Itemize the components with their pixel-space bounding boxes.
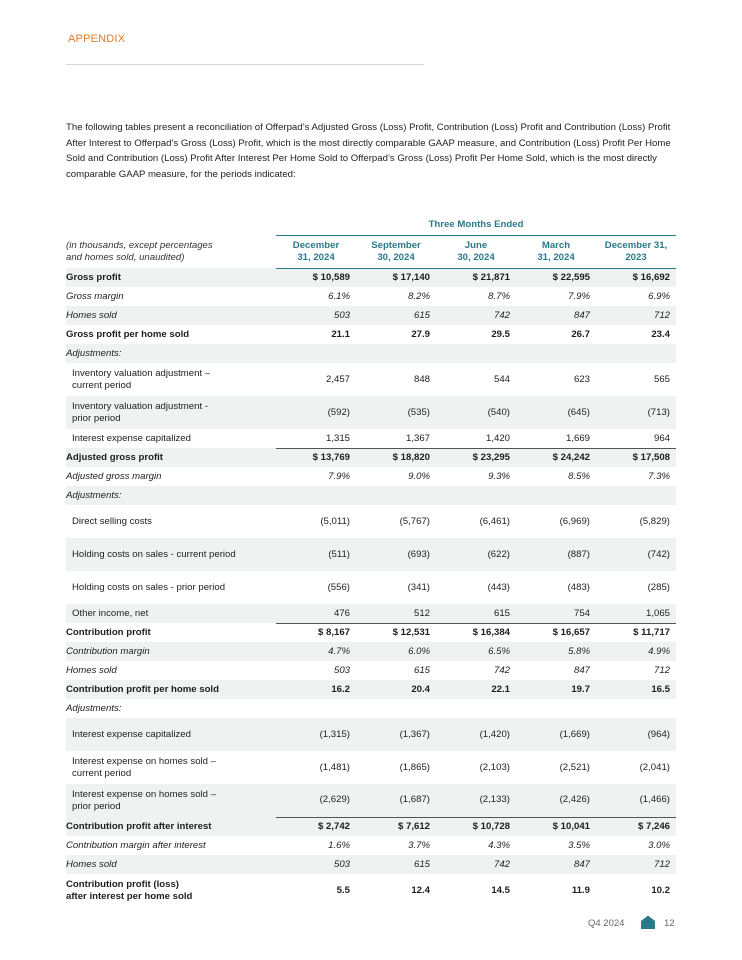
table-row-contribution-margin (66, 642, 676, 661)
row-value: (483) (567, 581, 590, 593)
row-value: 615 (436, 604, 516, 623)
row-value: 6.0% (356, 642, 436, 661)
row-value: $ 16,384 (436, 623, 516, 642)
row-value: 754 (516, 604, 596, 623)
row-label: Adjustments: (66, 703, 122, 714)
row-value: $ 11,717 (596, 623, 676, 642)
row-label: Homes sold (66, 855, 276, 874)
row-value (356, 344, 436, 363)
table-row-adjustments (66, 486, 676, 505)
row-value: (2,426) (516, 784, 596, 817)
row-value: $ 2,742 (276, 817, 356, 836)
row-value: (511) (276, 538, 356, 571)
row-label: Interest expense capitalized (72, 433, 191, 444)
row-value: $ 7,612 (356, 817, 436, 836)
row-value: (2,629) (276, 784, 356, 817)
row-label: Interest expense capitalized (66, 718, 276, 751)
row-label: Contribution profit per home sold (66, 680, 276, 699)
row-value: 21.1 (331, 329, 350, 340)
row-value: $ 8,167 (276, 623, 356, 642)
row-value: (1,481) (319, 761, 350, 773)
row-value: 14.5 (491, 884, 510, 896)
table-row-contribution-profit (66, 623, 676, 642)
row-label: Homes sold (66, 306, 276, 325)
row-value: 12.4 (411, 884, 430, 896)
table-row-contribution-profit-per-home (66, 680, 676, 699)
row-value: 742 (493, 665, 510, 676)
column-header-jun-2024: June 30, 2024 (436, 235, 516, 268)
row-value: 1,315 (325, 432, 350, 444)
column-header-dec-2024: December 31, 2024 (276, 235, 356, 268)
footer-quarter: Q4 2024 (588, 918, 625, 929)
row-value: 565 (653, 373, 670, 385)
row-value: 2,457 (325, 373, 350, 385)
row-value: (622) (436, 538, 516, 571)
table-row-interest-expense-prior (66, 784, 676, 817)
table-row-adjusted-gross-margin (66, 467, 676, 486)
row-label: Direct selling costs (72, 515, 152, 527)
row-value: 4.3% (488, 840, 510, 851)
row-label: Inventory valuation adjustment - prior period (66, 396, 276, 429)
row-value: (645) (516, 396, 596, 429)
row-value: (1,865) (399, 761, 430, 773)
row-value: 503 (276, 855, 356, 874)
row-value: 1,065 (596, 604, 676, 623)
table-row-interest-expense-capitalized (66, 718, 676, 751)
row-value: 503 (333, 665, 350, 676)
table-row-contribution-profit-after-interest (66, 817, 676, 836)
row-value (276, 344, 356, 363)
home-icon (640, 914, 656, 930)
row-value: $ 17,508 (596, 448, 676, 467)
row-value: (1,669) (516, 718, 596, 751)
row-label: Gross margin (66, 291, 124, 302)
row-value: 615 (413, 665, 430, 676)
table-row-gross-profit-per-home (66, 325, 676, 344)
row-value: 712 (653, 665, 670, 676)
row-value: 10.2 (651, 884, 670, 896)
row-value: 6.1% (328, 291, 350, 302)
row-label: Adjusted gross margin (66, 471, 162, 482)
row-value (596, 699, 676, 718)
row-value: $ 18,820 (356, 448, 436, 467)
table-row-inventory-valuation-prior (66, 396, 676, 429)
row-value (356, 699, 436, 718)
row-value: (5,767) (399, 515, 430, 527)
table-row-interest-expense-current (66, 751, 676, 784)
row-value: (887) (516, 538, 596, 571)
row-value: $ 7,246 (596, 817, 676, 836)
row-value: 544 (493, 373, 510, 385)
row-value: (1,367) (356, 718, 436, 751)
row-value: 3.7% (408, 840, 430, 851)
row-label: Adjusted gross profit (66, 448, 276, 467)
row-value (356, 486, 436, 505)
row-label: Contribution profit after interest (66, 817, 276, 836)
row-value (436, 699, 516, 718)
row-value: (1,315) (276, 718, 356, 751)
row-value: 1.6% (328, 840, 350, 851)
row-value (516, 699, 596, 718)
table-row-inventory-valuation-current (66, 363, 676, 396)
row-value: 23.4 (651, 329, 670, 340)
table-row-gross-profit (66, 268, 676, 287)
row-value: (592) (276, 396, 356, 429)
row-value: $ 21,871 (436, 268, 516, 287)
row-value: 29.5 (491, 329, 510, 340)
row-value: 1,669 (565, 432, 590, 444)
row-value: 22.1 (436, 680, 516, 699)
table-row-homes-sold (66, 855, 676, 874)
row-value: 742 (436, 855, 516, 874)
three-months-ended-header: Three Months Ended (276, 215, 676, 235)
row-label: Holding costs on sales - prior period (72, 581, 226, 593)
table-row-contribution-margin-after-interest (66, 836, 676, 855)
row-value: 3.5% (568, 840, 590, 851)
intro-paragraph: The following tables present a reconciliation of Offerpad’s Adjusted Gross (Loss) Profit, Contribution (Loss) Profit and Contribution (Loss) Profit After Interest to Offerpad’s Gross (Loss) Profit, which is the most directly comparable GAAP measure, and Contribution (Loss) Profit Per Home Sold and Contribution (Loss) Profit After Interest Per Home Sold to Offerpad’s Gross (Loss) Profit Per Home Sold, which is the most directly comparable GAAP measure, for the periods indicated: (66, 122, 671, 180)
table-row-adjustments (66, 699, 676, 718)
row-value: 712 (596, 855, 676, 874)
row-value: 5.8% (516, 642, 596, 661)
row-value: $ 22,595 (516, 268, 596, 287)
row-value: (285) (647, 581, 670, 593)
row-value: (713) (596, 396, 676, 429)
row-label: Other income, net (66, 604, 276, 623)
table-row-contribution-profit-after-interest-per-home (66, 874, 676, 907)
row-value: (1,466) (596, 784, 676, 817)
row-value (276, 699, 356, 718)
row-value: (540) (436, 396, 516, 429)
row-value: (2,103) (479, 761, 510, 773)
row-value: 476 (276, 604, 356, 623)
row-value: $ 23,295 (436, 448, 516, 467)
row-value: 847 (573, 665, 590, 676)
row-value (516, 344, 596, 363)
row-label: Homes sold (66, 665, 117, 676)
row-label: Interest expense on homes sold – prior period (66, 784, 276, 817)
row-value: 4.7% (276, 642, 356, 661)
row-value: $ 24,242 (516, 448, 596, 467)
row-label: Adjustments: (66, 486, 276, 505)
row-label: Gross profit per home sold (66, 329, 190, 340)
row-label: Contribution profit (66, 627, 151, 638)
row-label: Contribution margin (66, 642, 276, 661)
row-value: 7.9% (328, 471, 350, 482)
row-value (596, 486, 676, 505)
row-value: 3.0% (648, 840, 670, 851)
table-row-holding-costs-current (66, 538, 676, 571)
row-value: 27.9 (411, 329, 430, 340)
table-row-interest-expense-capitalized (66, 429, 676, 448)
row-value: $ 13,769 (276, 448, 356, 467)
row-value: 7.3% (648, 471, 670, 482)
table-row-holding-costs-prior (66, 571, 676, 604)
column-header-dec-2023: December 31, 2023 (596, 235, 676, 268)
row-value: 16.5 (596, 680, 676, 699)
row-value: $ 16,692 (596, 268, 676, 287)
row-value: 4.9% (596, 642, 676, 661)
row-value: $ 10,041 (516, 817, 596, 836)
row-value: (5,011) (320, 515, 350, 527)
row-value: 623 (573, 373, 590, 385)
row-value: (2,041) (639, 761, 670, 773)
row-label: Gross profit (66, 268, 276, 287)
row-value: $ 16,657 (516, 623, 596, 642)
row-value: 615 (356, 306, 436, 325)
row-value: 11.9 (571, 884, 590, 896)
row-value (276, 486, 356, 505)
section-label: APPENDIX (68, 33, 126, 45)
row-value: (6,461) (479, 515, 510, 527)
row-label: Adjustments: (66, 344, 276, 363)
row-value (436, 486, 516, 505)
row-value: 8.5% (568, 471, 590, 482)
table-column-header-row (66, 235, 676, 268)
row-value: $ 17,140 (356, 268, 436, 287)
row-value: 6.9% (648, 291, 670, 302)
row-label: Interest expense on homes sold – current period (72, 755, 216, 779)
row-value: 1,367 (405, 432, 430, 444)
table-row-adjustments (66, 344, 676, 363)
table-row-homes-sold (66, 661, 676, 680)
table-row-gross-margin (66, 287, 676, 306)
row-value: (5,829) (639, 515, 670, 527)
row-value: 742 (436, 306, 516, 325)
row-value: 964 (653, 432, 670, 444)
row-value (516, 486, 596, 505)
row-value: (2,133) (436, 784, 516, 817)
row-value: 8.2% (408, 291, 430, 302)
row-value: 712 (596, 306, 676, 325)
row-label: Holding costs on sales - current period (66, 538, 276, 571)
row-value: 503 (276, 306, 356, 325)
row-value: 20.4 (356, 680, 436, 699)
row-value: (693) (356, 538, 436, 571)
row-value: 1,420 (485, 432, 510, 444)
row-value: (1,687) (356, 784, 436, 817)
row-value: 7.9% (568, 291, 590, 302)
table-row-adjusted-gross-profit (66, 448, 676, 467)
row-value: 847 (516, 855, 596, 874)
row-value: 5.5 (336, 884, 350, 896)
units-note: (in thousands, except percentages and homes sold, unaudited) (66, 240, 213, 263)
reconciliation-table (66, 215, 676, 907)
row-value: 16.2 (276, 680, 356, 699)
table-row-direct-selling-costs (66, 505, 676, 538)
table-row-homes-sold (66, 306, 676, 325)
row-label: Inventory valuation adjustment – current period (72, 367, 211, 391)
column-header-sep-2024: September 30, 2024 (356, 235, 436, 268)
row-value: $ 12,531 (356, 623, 436, 642)
row-label: Contribution profit (loss) after interest per home sold (66, 878, 193, 902)
row-value: (556) (327, 581, 350, 593)
row-value (596, 344, 676, 363)
row-value (436, 344, 516, 363)
row-value: 26.7 (571, 329, 590, 340)
row-value: 847 (516, 306, 596, 325)
row-value: 19.7 (516, 680, 596, 699)
row-value: 512 (356, 604, 436, 623)
header-divider (66, 64, 424, 65)
row-value: (443) (487, 581, 510, 593)
row-value: (535) (356, 396, 436, 429)
row-value: (964) (596, 718, 676, 751)
row-value: 848 (413, 373, 430, 385)
row-value: (6,969) (559, 515, 590, 527)
row-label: Contribution margin after interest (66, 840, 206, 851)
row-value: $ 10,589 (276, 268, 356, 287)
row-value: 615 (356, 855, 436, 874)
row-value: (341) (407, 581, 430, 593)
column-header-mar-2024: March 31, 2024 (516, 235, 596, 268)
row-value: (2,521) (559, 761, 590, 773)
row-value: 9.3% (488, 471, 510, 482)
row-value: 6.5% (436, 642, 516, 661)
row-value: 9.0% (408, 471, 430, 482)
table-row-other-income-net (66, 604, 676, 623)
row-value: 8.7% (488, 291, 510, 302)
row-value: $ 10,728 (436, 817, 516, 836)
page-number: 12 (664, 918, 675, 929)
row-value: (742) (596, 538, 676, 571)
table-group-header-row (66, 215, 676, 235)
row-value: (1,420) (436, 718, 516, 751)
